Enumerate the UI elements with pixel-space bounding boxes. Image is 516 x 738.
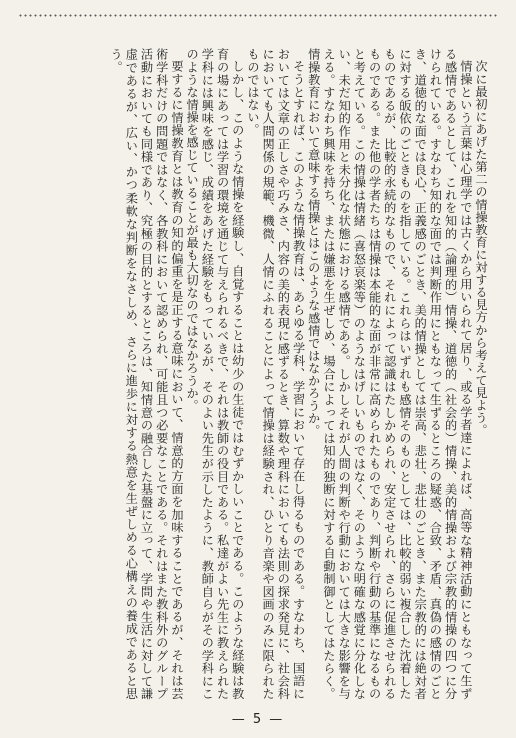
paragraph-4: しかし、このような情操を経験し、自覚することは幼少の生徒ではむずかしいことである。このような経験は教育の場にあっては学習の環境を通じて与えられるべきで、それは教師の役目である。私達がよい先生に教えられた学科には興味を感じ、成績をあげた経験をもっているが、そのよい先生が示したように、教師自らがその学科にこのような情操を感じていることが最も大切なのではなかろうか。 (185, 48, 245, 700)
body-text (38, 48, 488, 700)
paragraph-1: 次に最初にあげた第二の情操教育に対する見方から考えて見よう。 (474, 60, 488, 437)
dotted-border-top (18, 14, 498, 17)
paragraph-5: 要するに情操教育とは教育の知的偏重を是正する意味において、情意的方面を加味することであるが、それは芸術学科だけの問題ではなく、各教科において認められ、可能且つ必要なことである。それはまた教科外のグループ活動においても同様であり、究極の目的とするところは、知情意の融合した基盤に立って、学問や生活に対して謙虚であるが、広い、かつ柔軟な判断をなさしめ、さらに進歩に対する熱意を生ぜしめる心構えの養成であると思う。 (109, 48, 184, 700)
paragraph-2: 情操という言葉は心理学では古くから用いられて居り、或る学者達によれば、高等な精神活動にともなって生ずる感情であるとして、これを知的（論理的）情操、道徳的（社会的）情操、美的情操および宗教的情操の四つに分けられている。すなわち知的な面では判断作用にともなって生ずるところの疑惑、合致、矛盾、真偽の感情のごとき、道徳的な面では良心、正義感のごとき、美的情操としては崇高、悲壮、悲壮のごとき、また宗教的には絶対者に対する皈依のごときものを指している。これらはいずれも感情そのものとしては、比較的弱い複合した沈着したものであるが、比較的永続的なもので、それによって認識はたしかめられ、安定させられ、さらに促進させられるものである。また他の学者たちは情操は本能的な面が非常に高められたものであり、判断や行動の基準になるものと考えている。この情操は情緒（喜怒哀楽等）のようなはげしいものではなく、そのような明確な感覚に分化しない、未だ知的作用と未分化な状態における感情である。しかしそれが人間の判断や行動においては大きな影響を与える。すなわち興味を持ち、または嫌悪を生ぜしめ、場合によっては知的独断に対する自動制御としてはたらく。情操教育において意味する情操とはこのような感情ではなかろうか。 (306, 48, 473, 700)
paragraph-3: そうとすれば、このような情操教育は、あらゆる学科、学習において存在し得るものである。すなわち、国語においては文章の正しさや巧みさ、内容の美的表現に感ずるとき、算数や理科においても法則の探求発見に、社会科においても人間関係の規範、機微、人情にふれることによって情操は経験され、ひとり音楽や図画のみに限られたものではない。 (245, 48, 306, 700)
page-number: — 5 — (231, 712, 285, 727)
